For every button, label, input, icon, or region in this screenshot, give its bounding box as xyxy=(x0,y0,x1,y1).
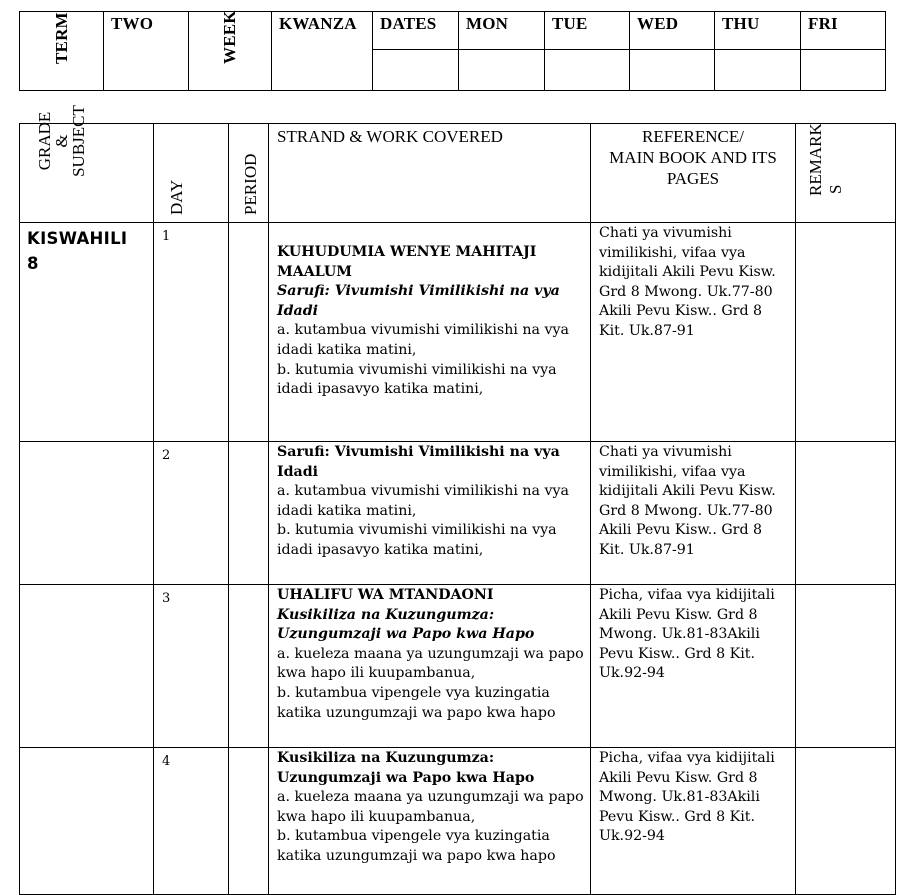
remarks-cell xyxy=(796,585,896,748)
day-header-wed: WED xyxy=(630,12,715,50)
grade-header-line1: GRADE xyxy=(35,111,54,171)
table-row xyxy=(20,442,896,585)
reference-header-line3: PAGES xyxy=(666,169,720,188)
subject-cell xyxy=(20,585,154,748)
period-cell xyxy=(229,585,269,748)
grade-header-line2: & xyxy=(52,134,71,148)
week-label: WEEK xyxy=(220,10,239,64)
day-header-fri: FRI xyxy=(801,12,886,50)
term-week-header-table xyxy=(19,11,886,91)
reference-cell: Picha, vifaa vya kidijitali Akili Pevu Kisw. Grd 8 Mwong. Uk.81-83Akili Pevu Kisw.. Grd 8 Kit. Uk.92-94 xyxy=(591,585,796,748)
week-label-cell xyxy=(189,12,272,91)
work-covered-cell xyxy=(269,748,591,895)
work-covered-cell xyxy=(269,442,591,585)
week-value: KWANZA xyxy=(272,12,373,91)
subject-name: KISWAHILI xyxy=(27,229,128,248)
day-header-cell xyxy=(154,124,229,223)
strand-title: UHALIFU WA MTANDAONI xyxy=(277,587,494,603)
subject-cell xyxy=(20,223,154,442)
reference-cell: Chati ya vivumishi vimilikishi, vifaa vya kidijitali Akili Pevu Kisw. Grd 8 Mwong. Uk.77-80 Akili Pevu Kisw.. Grd 8 Kit. Uk.87-91 xyxy=(591,442,796,585)
outcome-a: a. kutambua vivumishi vimilikishi na vya idadi katika matini, xyxy=(277,483,569,519)
topic-title: Kusikiliza na Kuzungumza: Uzungumzaji wa Papo kwa Hapo xyxy=(277,606,535,643)
table-row xyxy=(20,748,896,895)
outcome-a: a. kueleza maana ya uzungumzaji wa papo kwa hapo ili kuupambanua, xyxy=(277,645,584,682)
reference-cell: Chati ya vivumishi vimilikishi, vifaa vya kidijitali Akili Pevu Kisw. Grd 8 Mwong. Uk.77-80 Akili Pevu Kisw.. Grd 8 Kit. Uk.87-91 xyxy=(591,223,796,442)
date-cell-tue xyxy=(545,50,630,91)
remarks-cell xyxy=(796,442,896,585)
date-cell-wed xyxy=(630,50,715,91)
table-row xyxy=(20,223,896,442)
reference-cell: Picha, vifaa vya kidijitali Akili Pevu Kisw. Grd 8 Mwong. Uk.81-83Akili Pevu Kisw.. Grd 8 Kit. Uk.92-94 xyxy=(591,748,796,895)
date-cell-fri xyxy=(801,50,886,91)
remarks-cell xyxy=(796,223,896,442)
date-cell-mon xyxy=(459,50,545,91)
reference-header-line1: REFERENCE/ xyxy=(641,127,744,146)
day-number: 3 xyxy=(154,585,229,748)
period-column-header: PERIOD xyxy=(241,153,260,215)
outcome-a: a. kutambua vivumishi vimilikishi na vya idadi katika matini, xyxy=(277,322,569,358)
day-number: 2 xyxy=(154,442,229,585)
topic-title: Kusikiliza na Kuzungumza: Uzungumzaji wa Papo kwa Hapo xyxy=(277,750,535,786)
day-number: 1 xyxy=(154,223,229,442)
day-column-header: DAY xyxy=(167,179,186,215)
outcome-b: b. kutambua vipengele vya kuzingatia katika uzungumzaji wa papo kwa hapo xyxy=(277,828,556,864)
day-header-mon: MON xyxy=(459,12,545,50)
outcome-b: b. kutumia vivumishi vimilikishi na vya idadi ipasavyo katika matini, xyxy=(277,522,557,558)
reference-header-line2: MAIN BOOK AND ITS xyxy=(609,148,777,167)
term-value: TWO xyxy=(104,12,189,91)
remarks-cell xyxy=(796,748,896,895)
period-cell xyxy=(229,748,269,895)
period-cell xyxy=(229,442,269,585)
remarks-header-cell xyxy=(796,124,896,223)
grade-subject-header xyxy=(20,105,154,223)
remarks-header-line2: S xyxy=(826,184,845,194)
strand-column-header: STRAND & WORK COVERED xyxy=(269,124,591,223)
table-row xyxy=(20,585,896,748)
day-header-tue: TUE xyxy=(545,12,630,50)
dates-value-cell xyxy=(373,50,459,91)
dates-label: DATES xyxy=(373,12,459,50)
remarks-header-line1: REMARK xyxy=(806,123,825,196)
day-number: 4 xyxy=(154,748,229,895)
outcome-b: b. kutambua vipengele vya kuzingatia katika uzungumzaji wa papo kwa hapo xyxy=(277,684,556,721)
subject-cell xyxy=(20,748,154,895)
work-covered-cell xyxy=(269,585,591,748)
topic-title: Sarufi: Vivumishi Vimilikishi na vya Idadi xyxy=(277,444,560,480)
date-cell-thu xyxy=(715,50,801,91)
scheme-of-work-table xyxy=(19,105,896,895)
subject-grade: 8 xyxy=(27,254,39,273)
day-header-thu: THU xyxy=(715,12,801,50)
reference-column-header xyxy=(591,124,796,223)
period-cell xyxy=(229,223,269,442)
outcome-b: b. kutumia vivumishi vimilikishi na vya idadi ipasavyo katika matini, xyxy=(277,361,557,398)
outcome-a: a. kueleza maana ya uzungumzaji wa papo kwa hapo ili kuupambanua, xyxy=(277,789,584,825)
work-covered-cell xyxy=(269,223,591,442)
term-label-cell xyxy=(20,12,104,91)
term-label: TERM xyxy=(51,12,71,64)
period-header-cell xyxy=(229,124,269,223)
topic-title: Sarufi: Vivumishi Vimilikishi na vya Idadi xyxy=(277,283,560,319)
grade-header-line3: SUBJECT xyxy=(69,105,88,177)
strand-title: KUHUDUMIA WENYE MAHITAJI MAALUM xyxy=(277,244,537,280)
subject-cell xyxy=(20,442,154,585)
